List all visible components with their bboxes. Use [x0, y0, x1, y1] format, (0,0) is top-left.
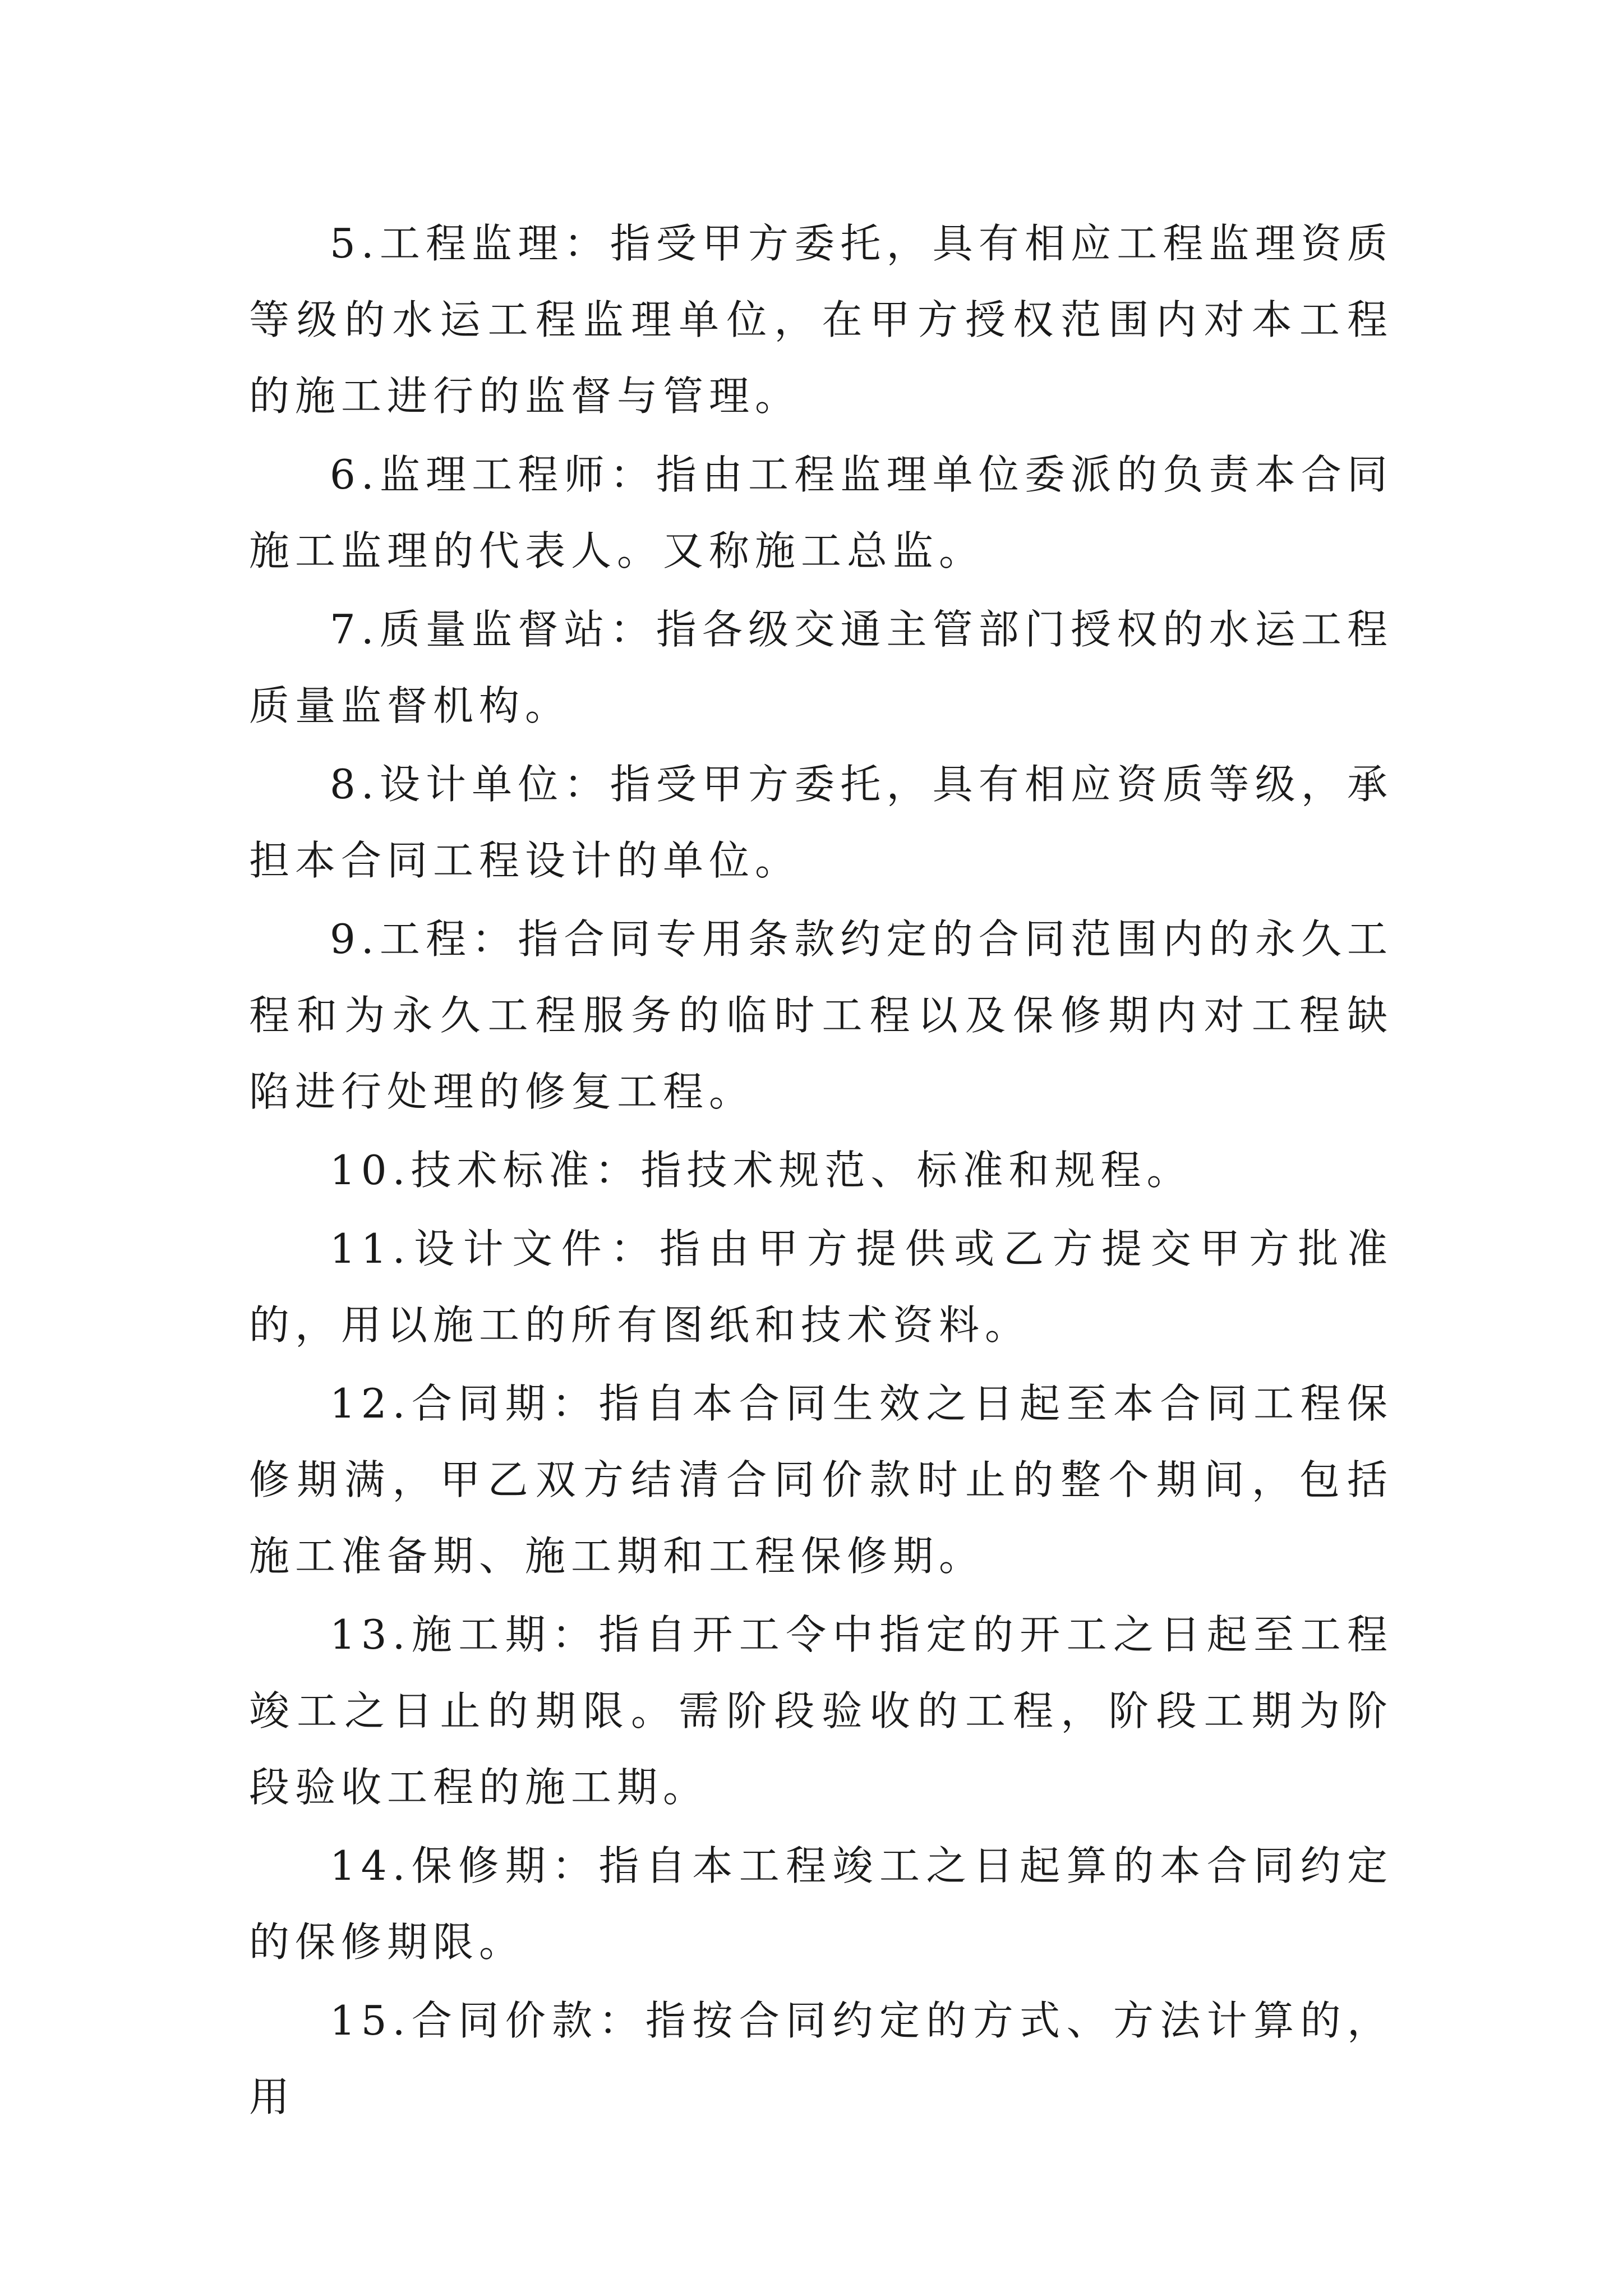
clause-5: 5.工程监理：指受甲方委托，具有相应工程监理资质等级的水运工程监理单位，在甲方授权范围内对本工程的施工进行的监督与管理。 [249, 220, 1393, 420]
clause-6: 6.监理工程师：指由工程监理单位委派的负责本合同施工监理的代表人。又称施工总监。 [249, 451, 1393, 574]
clause-13: 13.施工期：指自开工令中指定的开工之日起至工程竣工之日止的期限。需阶段验收的工程，阶段工期为阶段验收工程的施工期。 [249, 1611, 1393, 1811]
clause-9: 9.工程：指合同专用条款约定的合同范围内的永久工程和为永久工程服务的临时工程以及保修期内对工程缺陷进行处理的修复工程。 [249, 915, 1393, 1115]
document-body [249, 205, 1393, 2137]
clause-11: 11.设计文件：指由甲方提供或乙方提交甲方批准的，用以施工的所有图纸和技术资料。 [249, 1225, 1393, 1349]
clause-15: 15.合同价款：指按合同约定的方式、方法计算的，用 [249, 1997, 1393, 2120]
clause-12: 12.合同期：指自本合同生效之日起至本合同工程保修期满，甲乙双方结清合同价款时止的整个期间，包括施工准备期、施工期和工程保修期。 [249, 1380, 1393, 1580]
clause-10: 10.技术标准：指技术规范、标准和规程。 [330, 1147, 1193, 1194]
clause-7: 7.质量监督站：指各级交通主管部门授权的水运工程质量监督机构。 [249, 606, 1393, 729]
clause-14: 14.保修期：指自本工程竣工之日起算的本合同约定的保修期限。 [249, 1842, 1393, 1966]
clause-8: 8.设计单位：指受甲方委托，具有相应资质等级，承担本合同工程设计的单位。 [249, 761, 1393, 884]
